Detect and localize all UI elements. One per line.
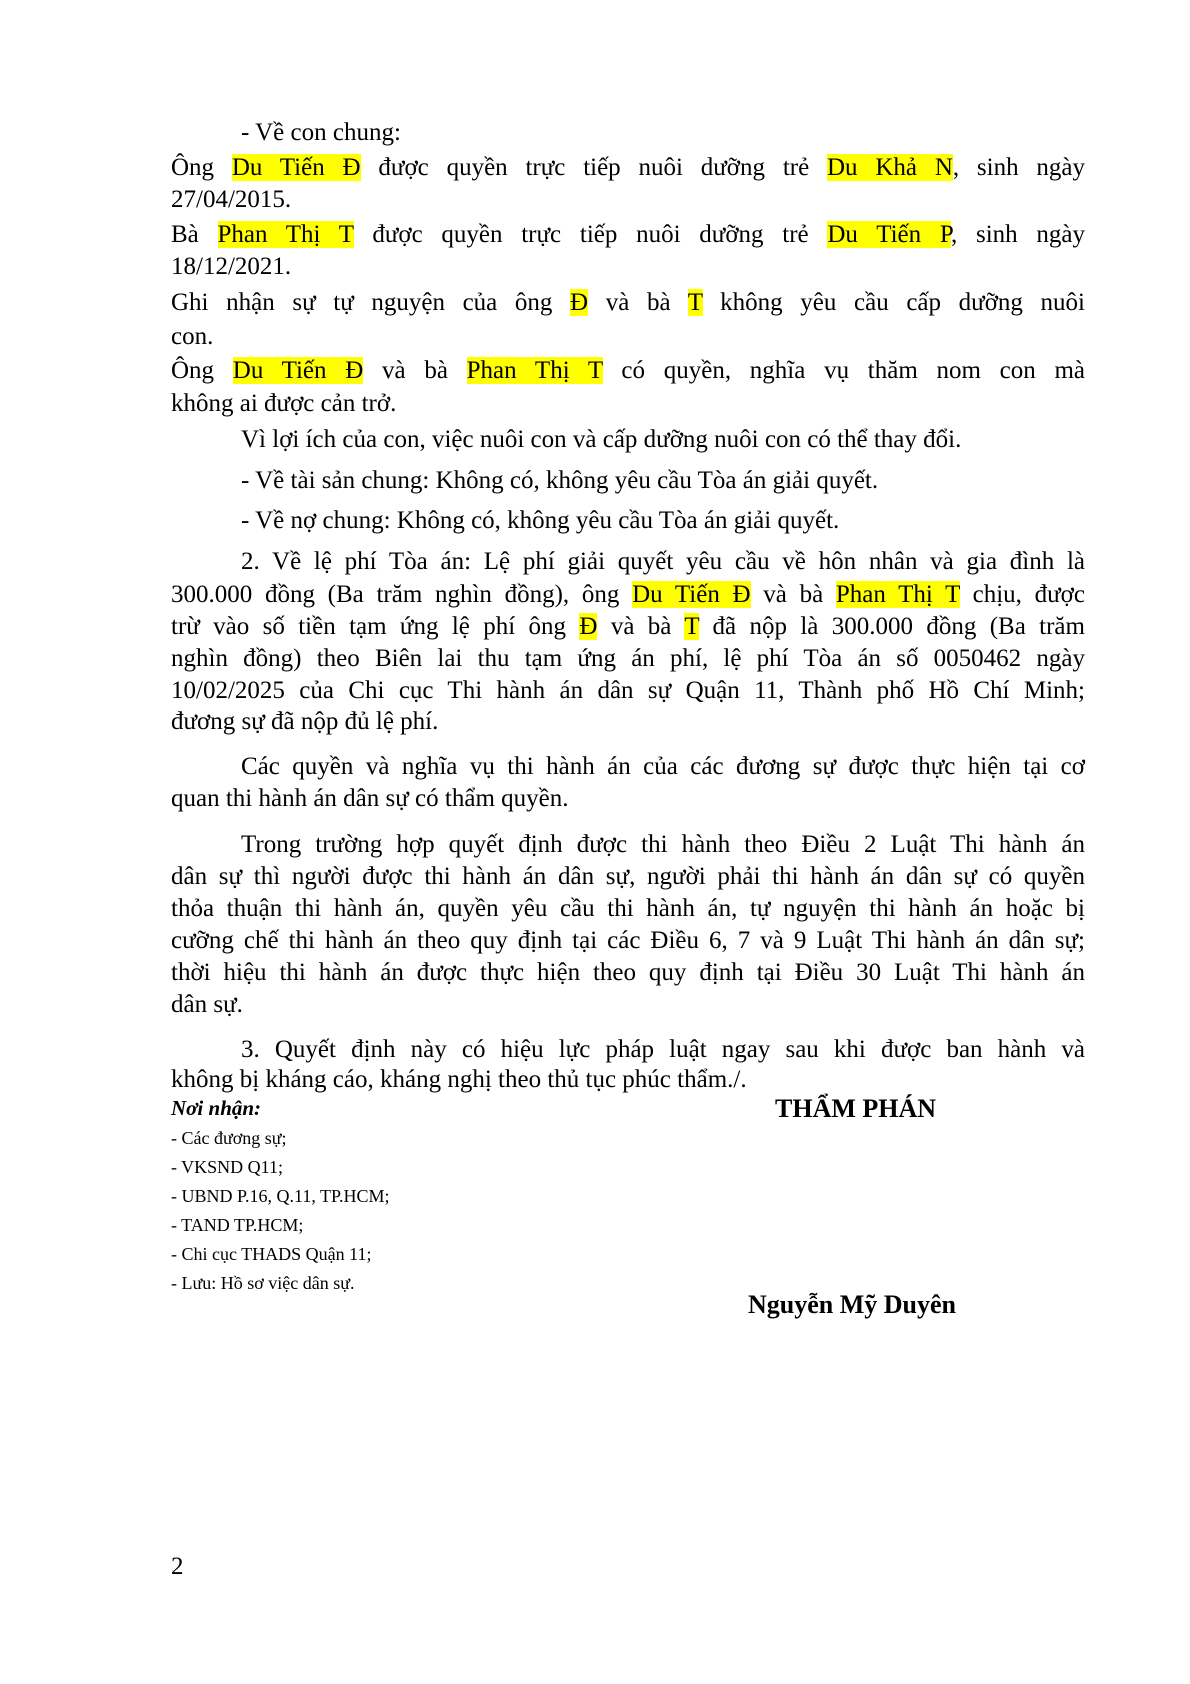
paragraph-line: thỏa thuận thi hành án, quyền yêu cầu thi hành án, tự nguyện thi hành án hoặc bị [171,895,1085,922]
highlighted-name: Du Tiến P [827,221,952,248]
text-span: và bà [750,581,836,608]
text-span: có quyền, nghĩa vụ thăm nom con mà [602,357,1085,384]
text-span: trừ vào số tiền tạm ứng lệ phí ông [171,613,580,640]
paragraph-line: 27/04/2015. [171,186,292,213]
text-span: , sinh ngày [952,154,1086,181]
paragraph-line: 3. Quyết định này có hiệu lực pháp luật ngay sau khi được ban hành và [241,1036,1085,1063]
paragraph-line: 18/12/2021. [171,253,292,280]
highlighted-name: T [687,289,703,316]
paragraph-line: dân sự thì người được thi hành án dân sự, người phải thi hành án dân sự có quyền [171,863,1085,890]
highlighted-name: Phan Thị T [466,357,603,384]
paragraph-line [171,356,1085,386]
paragraph-line: 2. Về lệ phí Tòa án: Lệ phí giải quyết yêu cầu về hôn nhân và gia đình là [241,548,1085,575]
recipient-item: - VKSND Q11; [171,1157,284,1177]
paragraph-line [171,220,1085,250]
paragraph-line: thời hiệu thi hành án được thực hiện theo quy định tại Điều 30 Luật Thi hành án [171,959,1085,986]
signer-title: THẨM PHÁN [775,1094,937,1123]
highlighted-name: Du Tiến Đ [632,581,751,608]
section-children-heading: - Về con chung: [241,119,401,146]
text-span: và bà [363,357,467,384]
text-span: Ông [171,357,233,384]
page-number: 2 [171,1553,184,1580]
highlighted-name: T [684,613,700,640]
paragraph-line [171,153,1085,183]
recipient-item: - Lưu: Hồ sơ việc dân sự. [171,1273,355,1293]
highlighted-name: Phan Thị T [217,221,354,248]
recipient-item: - Các đương sự; [171,1128,287,1148]
text-span: không yêu cầu cấp dưỡng nuôi [702,289,1085,316]
paragraph-line: Vì lợi ích của con, việc nuôi con và cấp dưỡng nuôi con có thể thay đổi. [241,426,962,453]
paragraph-line: không ai được cản trở. [171,390,397,417]
highlighted-name: Du Khả N [827,154,953,181]
paragraph-line: Trong trường hợp quyết định được thi hành theo Điều 2 Luật Thi hành án [241,831,1085,858]
paragraph-line: quan thi hành án dân sự có thẩm quyền. [171,785,569,812]
paragraph-line: 10/02/2025 của Chi cục Thi hành án dân sự Quận 11, Thành phố Hồ Chí Minh; [171,677,1085,704]
highlighted-name: Du Tiến Đ [232,357,364,384]
paragraph-line: con. [171,323,214,350]
paragraph-line: Các quyền và nghĩa vụ thi hành án của các đương sự được thực hiện tại cơ [241,753,1085,780]
text-span: Ông [171,154,232,181]
paragraph-line: dân sự. [171,991,243,1018]
recipients-list [171,1124,390,1298]
text-span: Bà [171,221,218,248]
text-span: 300.000 đồng (Ba trăm nghìn đồng), ông [171,581,633,608]
paragraph-line [171,580,1085,610]
highlighted-name: Du Tiến Đ [231,154,361,181]
paragraph-line: đương sự đã nộp đủ lệ phí. [171,708,439,735]
text-span: được quyền trực tiếp nuôi dưỡng trẻ [353,221,828,248]
recipients-title: Nơi nhận: [171,1096,262,1120]
text-span: chịu, được [959,581,1085,608]
paragraph-line: cưỡng chế thi hành án theo quy định tại các Điều 6, 7 và 9 Luật Thi hành án dân sự; [171,927,1085,954]
paragraph-line: - Về tài sản chung: Không có, không yêu cầu Tòa án giải quyết. [241,467,879,494]
highlighted-name: Đ [579,613,598,640]
paragraph-line: không bị kháng cáo, kháng nghị theo thủ tục phúc thẩm./. [171,1066,747,1093]
paragraph-line: - Về nợ chung: Không có, không yêu cầu Tòa án giải quyết. [241,507,840,534]
recipient-item: - UBND P.16, Q.11, TP.HCM; [171,1186,390,1206]
highlighted-name: Đ [570,289,589,316]
text-span: đã nộp là 300.000 đồng (Ba trăm [699,613,1085,640]
text-span: và bà [588,289,688,316]
text-span: được quyền trực tiếp nuôi dưỡng trẻ [360,154,827,181]
paragraph-line [171,612,1085,642]
recipient-item: - TAND TP.HCM; [171,1215,304,1235]
text-span: Ghi nhận sự tự nguyện của ông [171,289,571,316]
text-span: , sinh ngày [951,221,1085,248]
highlighted-name: Phan Thị T [835,581,960,608]
recipient-item: - Chi cục THADS Quận 11; [171,1244,372,1264]
signer-name: Nguyễn Mỹ Duyên [748,1290,957,1319]
paragraph-line [171,288,1085,318]
paragraph-line: nghìn đồng) theo Biên lai thu tạm ứng án phí, lệ phí Tòa án số 0050462 ngày [171,645,1085,672]
text-span: và bà [597,613,685,640]
